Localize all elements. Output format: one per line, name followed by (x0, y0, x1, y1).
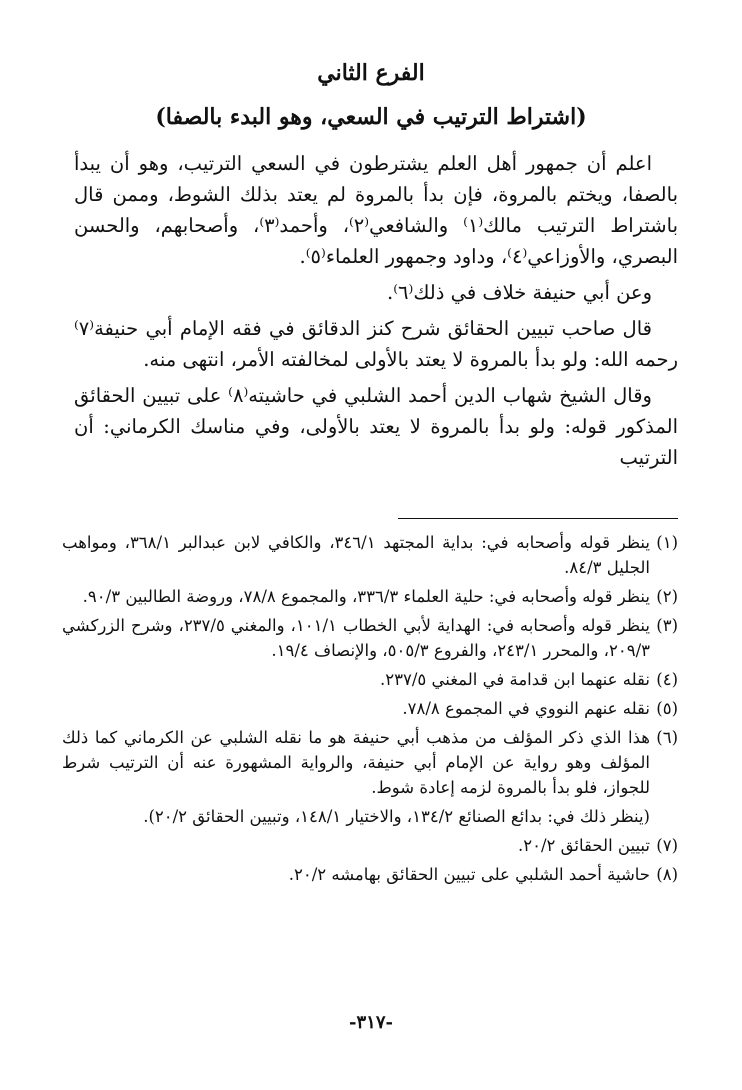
footnote-number: (٧) (656, 836, 678, 855)
footnote (62, 530, 678, 580)
footnote (62, 613, 678, 663)
footnote-number: (٦) (656, 728, 678, 747)
footnote (62, 725, 678, 800)
footnote-number: (١) (656, 533, 678, 552)
paragraph: قال صاحب تبيين الحقائق شرح كنز الدقائق في فقه الإمام أبي حنيفة⁽٧⁾ رحمه الله: ولو بدأ بالمروة لا يعتد بالأولى لمخالفته الأمر، انتهى منه. (74, 317, 678, 371)
footnote-number: (٢) (656, 587, 678, 606)
main-text (74, 148, 678, 478)
paragraph: وقال الشيخ شهاب الدين أحمد الشلبي في حاشيته⁽٨⁾ على تبيين الحقائق المذكور قوله: ولو بدأ بالمروة لا يعتد بالأولى، وفي مناسك الكرماني: أن الترتيب (74, 384, 678, 469)
footnote-text: ينظر قوله وأصحابه في: حلية العلماء ٣٣٦/٣، والمجموع ٧٨/٨، وروضة الطالبين ٩٠/٣. (82, 587, 650, 606)
footnote-text: نقله عنهما ابن قدامة في المغني ٢٣٧/٥. (379, 670, 650, 689)
footnote-text: تبيين الحقائق ٢٠/٢. (518, 836, 650, 855)
footnote-text: حاشية أحمد الشلبي على تبيين الحقائق بهامشه ٢٠/٢. (288, 865, 650, 884)
footnote-number: (٣) (656, 616, 678, 635)
paragraph: وعن أبي حنيفة خلاف في ذلك⁽٦⁾. (387, 281, 652, 304)
footnote-text: هذا الذي ذكر المؤلف من مذهب أبي حنيفة هو ما نقله الشلبي عن الكرماني كما ذلك المؤلف وهو رواية عن الإمام أبي حنيفة، والرواية المشهورة عنه أن الترتيب شرط للجواز، فلو بدأ بالمروة لزمه إعادة شوط. (62, 728, 650, 797)
footnote-text: نقله عنهم النووي في المجموع ٧٨/٨. (402, 699, 650, 718)
footnote-number: (٤) (656, 670, 678, 689)
footnote-continuation (62, 804, 678, 829)
paragraph: اعلم أن جمهور أهل العلم يشترطون في السعي الترتيب، وهو أن يبدأ بالصفا، ويختم بالمروة، فإن بدأ بالمروة لم يعتد بذلك الشوط، وممن قال باشتراط الترتيب مالك⁽١⁾ والشافعي⁽٢⁾، وأحمد⁽٣⁾، وأصحابهم، والحسن البصري، والأوزاعي⁽٤⁾، وداود وجمهور العلماء⁽٥⁾. (74, 152, 678, 268)
footnote-text: ينظر قوله وأصحابه في: الهداية لأبي الخطاب ١٠١/١، والمغني ٢٣٧/٥، وشرح الزركشي ٢٠٩/٣، والمحرر ٢٤٣/١، والفروع ٥٠٥/٣، والإنصاف ١٩/٤. (62, 616, 650, 660)
footnote-number: (٥) (656, 699, 678, 718)
footnote (62, 862, 678, 887)
page-number: -٣١٧- (349, 1012, 393, 1033)
section-subtitle: (اشتراط الترتيب في السعي، وهو البدء بالصفا) (155, 104, 587, 130)
footnote (62, 584, 678, 609)
footnote-number: (٨) (656, 865, 678, 884)
footnote (62, 696, 678, 721)
footnote-divider (398, 518, 678, 519)
footnote-text: ينظر قوله وأصحابه في: بداية المجتهد ٣٤٦/١، والكافي لابن عبدالبر ٣٦٨/١، ومواهب الجليل ٨٤/٣. (62, 533, 650, 577)
footnote (62, 667, 678, 692)
footnotes (62, 530, 678, 891)
footnote-text: (ينظر ذلك في: بدائع الصنائع ١٣٤/٢، والاختيار ١٤٨/١، وتبيين الحقائق ٢٠/٢). (143, 807, 650, 826)
section-title: الفرع الثاني (317, 60, 425, 86)
footnote (62, 833, 678, 858)
